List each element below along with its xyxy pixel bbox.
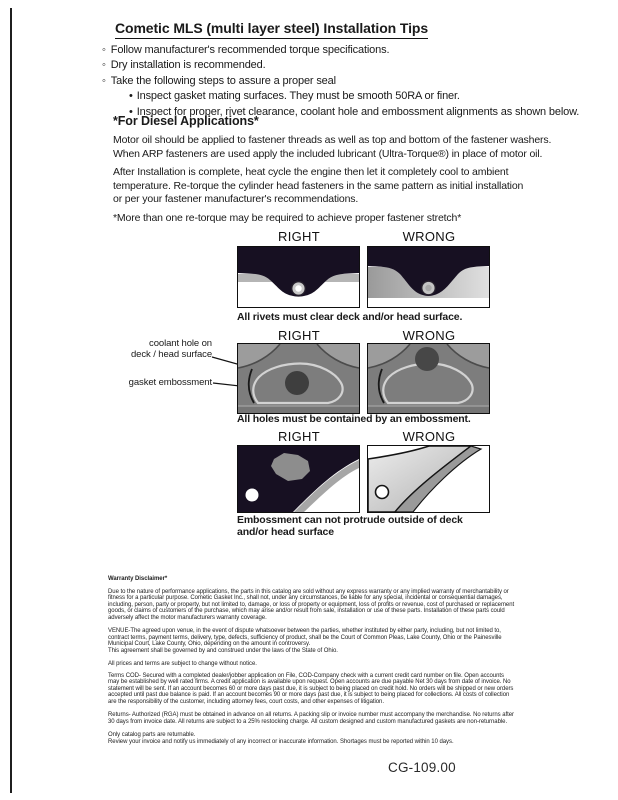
coolant-hole — [376, 486, 389, 499]
tip-item: ◦ Take the following steps to assure a proper seal — [102, 74, 579, 89]
disclaimer-liability: Due to the nature of performance applications, the parts in this catalog are sold without any express warranty or any implied warranty of merchantability or fitness for a particular purpose. Cometic Gasket Inc., shall not, under any circumstances, be liable for any special, incidental or consequential damages, including, person, party or property, but not limited to, damage, or loss of property or equipment, loss of profits or revenue, cost of purchased or replacement goods, or claims of customers of the purchase, which may arise and/or result from sale, installation or use of these parts. Installation of these parts could adversely affect the motor manufacturers warranty coverage. — [108, 588, 515, 621]
warranty-disclaimer — [108, 576, 516, 745]
pair3-wrong-label: WRONG — [402, 429, 456, 444]
pair1-right-label: RIGHT — [278, 229, 320, 244]
rivet-clear-diagram — [238, 247, 359, 307]
pair3-right-figure — [237, 445, 360, 513]
pair2-right-label: RIGHT — [278, 328, 320, 343]
text-line: When ARP fasteners are used apply the included lubricant (Ultra-Torque®) in place of motor oil. — [113, 147, 543, 160]
pair1-wrong-figure — [367, 246, 490, 308]
coolant-hole — [246, 489, 259, 502]
text-line: or per your fastener manufacturer's recommendations. — [113, 193, 359, 206]
tips-list — [102, 43, 579, 120]
pair1-right-figure — [237, 246, 360, 308]
tip-item: ◦ Dry installation is recommended. — [102, 58, 579, 73]
hole-contained-diagram — [238, 344, 359, 413]
pair2-wrong-figure — [367, 343, 490, 414]
pair3-caption — [237, 514, 463, 538]
disclaimer-venue: VENUE-The agreed upon venue, in the event of dispute whatsoever between the parties, whether instituted by either party, including, but not limited to, contract terms, payment terms, delivery, type, defects, sufficiency of product, shall be the Court of Common Pleas, Lake County, Ohio or the Painesville Municipal Court, Lake County, Ohio, depending on the amount in controversy. — [108, 628, 502, 647]
disclaimer-governing-law: This agreement shall be governed by and construed under the laws of the State of Ohio. — [108, 647, 338, 654]
page-code: CG-109.00 — [388, 760, 456, 775]
pair1-caption: All rivets must clear deck and/or head surface. — [237, 311, 463, 323]
rivet-interfere-diagram — [368, 247, 489, 307]
pair3-right-label: RIGHT — [278, 429, 320, 444]
text-line: Embossment can not protrude outside of deck — [237, 514, 463, 526]
diesel-heading: *For Diesel Applications* — [113, 114, 259, 128]
embossment-contained-diagram — [238, 446, 359, 512]
hole-outside-diagram — [368, 344, 489, 413]
pair1-wrong-label: WRONG — [402, 229, 456, 244]
coolant-hole — [285, 371, 309, 395]
text-line: After Installation is complete, heat cycle the engine then let it completely cool to ambient — [113, 166, 509, 178]
page-margin-rule — [10, 8, 12, 793]
disclaimer-only-catalog: Only catalog parts are returnable. — [108, 732, 196, 738]
disclaimer-returns: Returns- Authorized (RGA) must be obtained in advance on all returns. A packing slip or invoice number must accompany the merchandise. No returns after 30 days from invoice date. All returns are subject to a 25% restocking charge. All custom designed and custom manufactured gaskets are non-returnable. — [108, 712, 514, 725]
gasket-embossment-annotation: gasket embossment — [128, 377, 212, 388]
coolant-hole-annotation — [105, 339, 212, 361]
disclaimer-heading: Warranty Disclaimer* — [108, 576, 168, 582]
pair3-wrong-figure — [367, 445, 490, 513]
page-title: Cometic MLS (multi layer steel) Installation Tips — [115, 20, 428, 39]
pair2-caption: All holes must be contained by an embossment. — [237, 413, 471, 425]
text-line: coolant hole on — [149, 338, 212, 349]
diesel-note: *More than one re-torque may be required to achieve proper fastener stretch* — [113, 212, 462, 224]
tip-subitem: • Inspect gasket mating surfaces. They must be smooth 50RA or finer. — [102, 89, 579, 104]
embossment-protruding-diagram — [368, 446, 489, 512]
disclaimer-prices-note: All prices and terms are subject to change without notice. — [108, 661, 257, 667]
text-line: deck / head surface — [130, 348, 212, 360]
disclaimer-review: Review your invoice and notify us immediately of any incorrect or inaccurate information. Shortages must be reported within 10 days. — [108, 738, 454, 745]
text-line: and/or head surface — [237, 526, 334, 538]
diesel-paragraph-1 — [113, 134, 551, 161]
pair2-right-figure — [237, 343, 360, 414]
disclaimer-terms: Terms COD- Secured with a completed dealer/jobber application on File, COD-Company check with a current credit card number on file. Open accounts may be established by well rated firms. A credit application is available upon request. Open accounts are due payable Net 30 days from date of invoice. No statement will be sent. If an account becomes 60 or more days past due, it is subject to being placed on credit hold. No orders will be shipped or new orders accepted until past due balance is paid. If an account becomes 90 or more days past due, it is subject to being placed for collections. All costs of collection are the responsibility of the customer, including attorney fees, court costs, and other expenses of litigation. — [108, 672, 514, 705]
pair2-wrong-label: WRONG — [402, 328, 456, 343]
text-line: temperature. Re-torque the cylinder head fasteners in the same pattern as initial installation — [113, 179, 524, 192]
tip-item: ◦ Follow manufacturer's recommended torque specifications. — [102, 43, 579, 58]
diesel-paragraph-2 — [113, 166, 523, 207]
tip-subitem: • Inspect for proper, rivet clearance, coolant hole and embossment alignments as shown below. — [102, 105, 579, 120]
text-line: Motor oil should be applied to fastener threads as well as top and bottom of the fastener washers. — [113, 134, 552, 146]
coolant-hole — [415, 347, 439, 371]
